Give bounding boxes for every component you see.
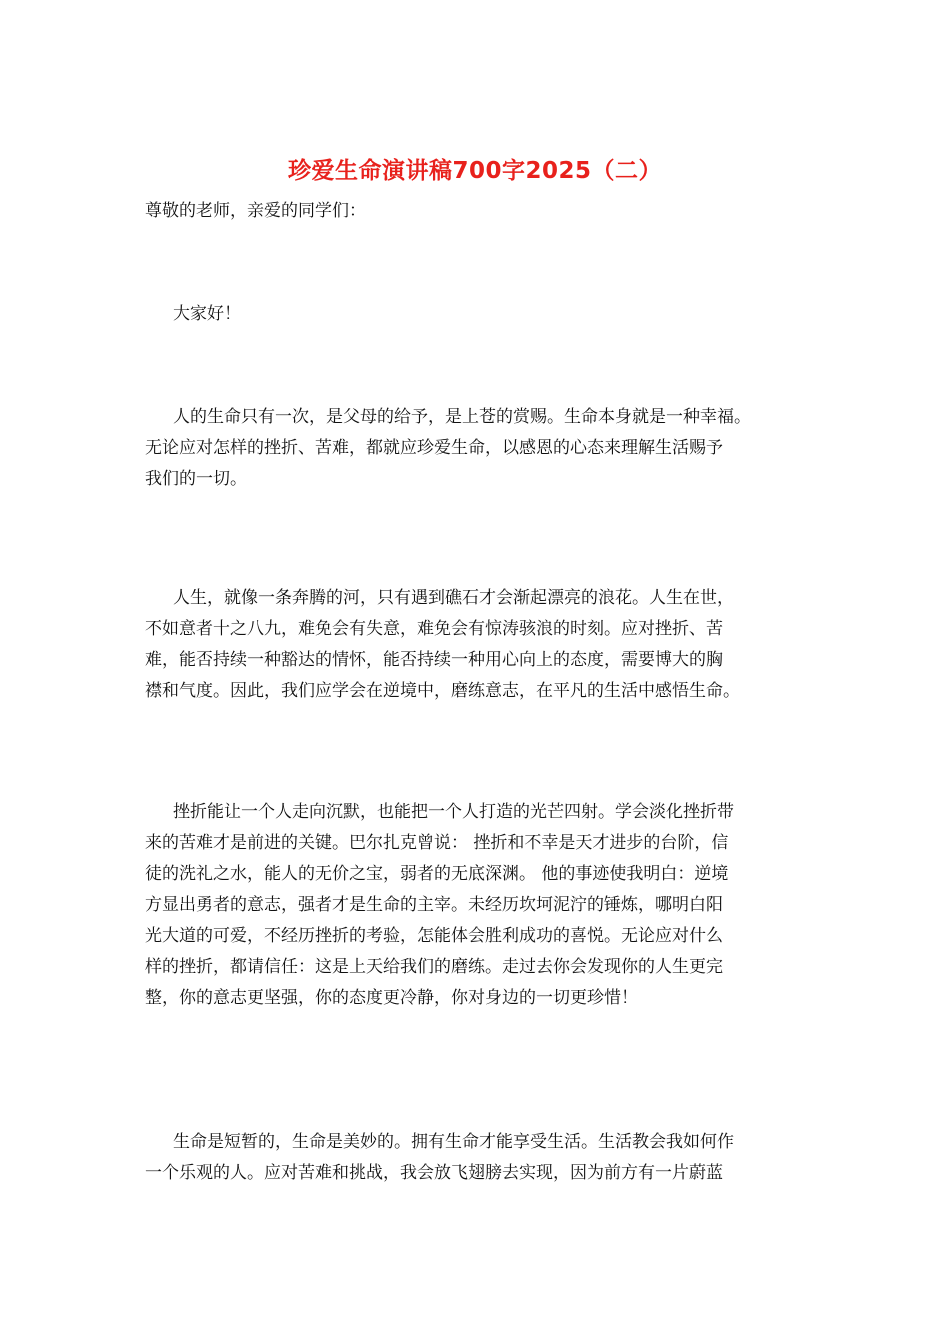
paragraph-line: 不如意者十之八九，难免会有失意，难免会有惊涛骇浪的时刻。应对挫折、苦 (145, 619, 723, 639)
paragraph-2 (145, 583, 825, 707)
paragraph-line: 样的挫折，都请信任：这是上天给我们的磨练。走过去你会发现你的人生更完 (145, 957, 723, 977)
paragraph-line: 方显出勇者的意志，强者才是生命的主宰。未经历坎坷泥泞的锤炼，哪明白阳 (145, 895, 723, 915)
salutation: 尊敬的老师，亲爱的同学们： (145, 201, 366, 221)
paragraph-line: 我们的一切。 (145, 469, 247, 489)
paragraph-line: 襟和气度。因此，我们应学会在逆境中，磨练意志，在平凡的生活中感悟生命。 (145, 681, 740, 701)
paragraph-line: 一个乐观的人。应对苦难和挑战，我会放飞翅膀去实现，因为前方有一片蔚蓝 (145, 1163, 723, 1183)
paragraph-3 (145, 797, 825, 1014)
paragraph-line: 挫折能让一个人走向沉默，也能把一个人打造的光芒四射。学会淡化挫折带 (173, 802, 734, 822)
paragraph-line: 人生，就像一条奔腾的河，只有遇到礁石才会渐起漂亮的浪花。人生在世， (173, 588, 734, 608)
paragraph-line: 难，能否持续一种豁达的情怀，能否持续一种用心向上的态度，需要博大的胸 (145, 650, 723, 670)
paragraph-line: 徒的洗礼之水，能人的无价之宝，弱者的无底深渊。 他的事迹使我明白：逆境 (145, 864, 729, 884)
paragraph-4 (145, 1127, 825, 1189)
paragraph-line: 光大道的可爱，不经历挫折的考验，怎能体会胜利成功的喜悦。无论应对什么 (145, 926, 723, 946)
paragraph-line: 人的生命只有一次，是父母的给予，是上苍的赏赐。生命本身就是一种幸福。 (173, 407, 751, 427)
paragraph-line: 来的苦难才是前进的关键。巴尔扎克曾说： 挫折和不幸是天才进步的台阶，信 (145, 833, 729, 853)
paragraph-line: 整，你的意志更坚强，你的态度更冷静，你对身边的一切更珍惜！ (145, 988, 638, 1008)
paragraph-line: 生命是短暂的，生命是美妙的。拥有生命才能享受生活。生活教会我如何作 (173, 1132, 734, 1152)
paragraph-line: 无论应对怎样的挫折、苦难，都就应珍爱生命，以感恩的心态来理解生活赐予 (145, 438, 723, 458)
greeting: 大家好！ (173, 304, 241, 324)
paragraph-1 (145, 402, 825, 495)
document-title: 珍爱生命演讲稿700字2025（二） (287, 158, 663, 184)
